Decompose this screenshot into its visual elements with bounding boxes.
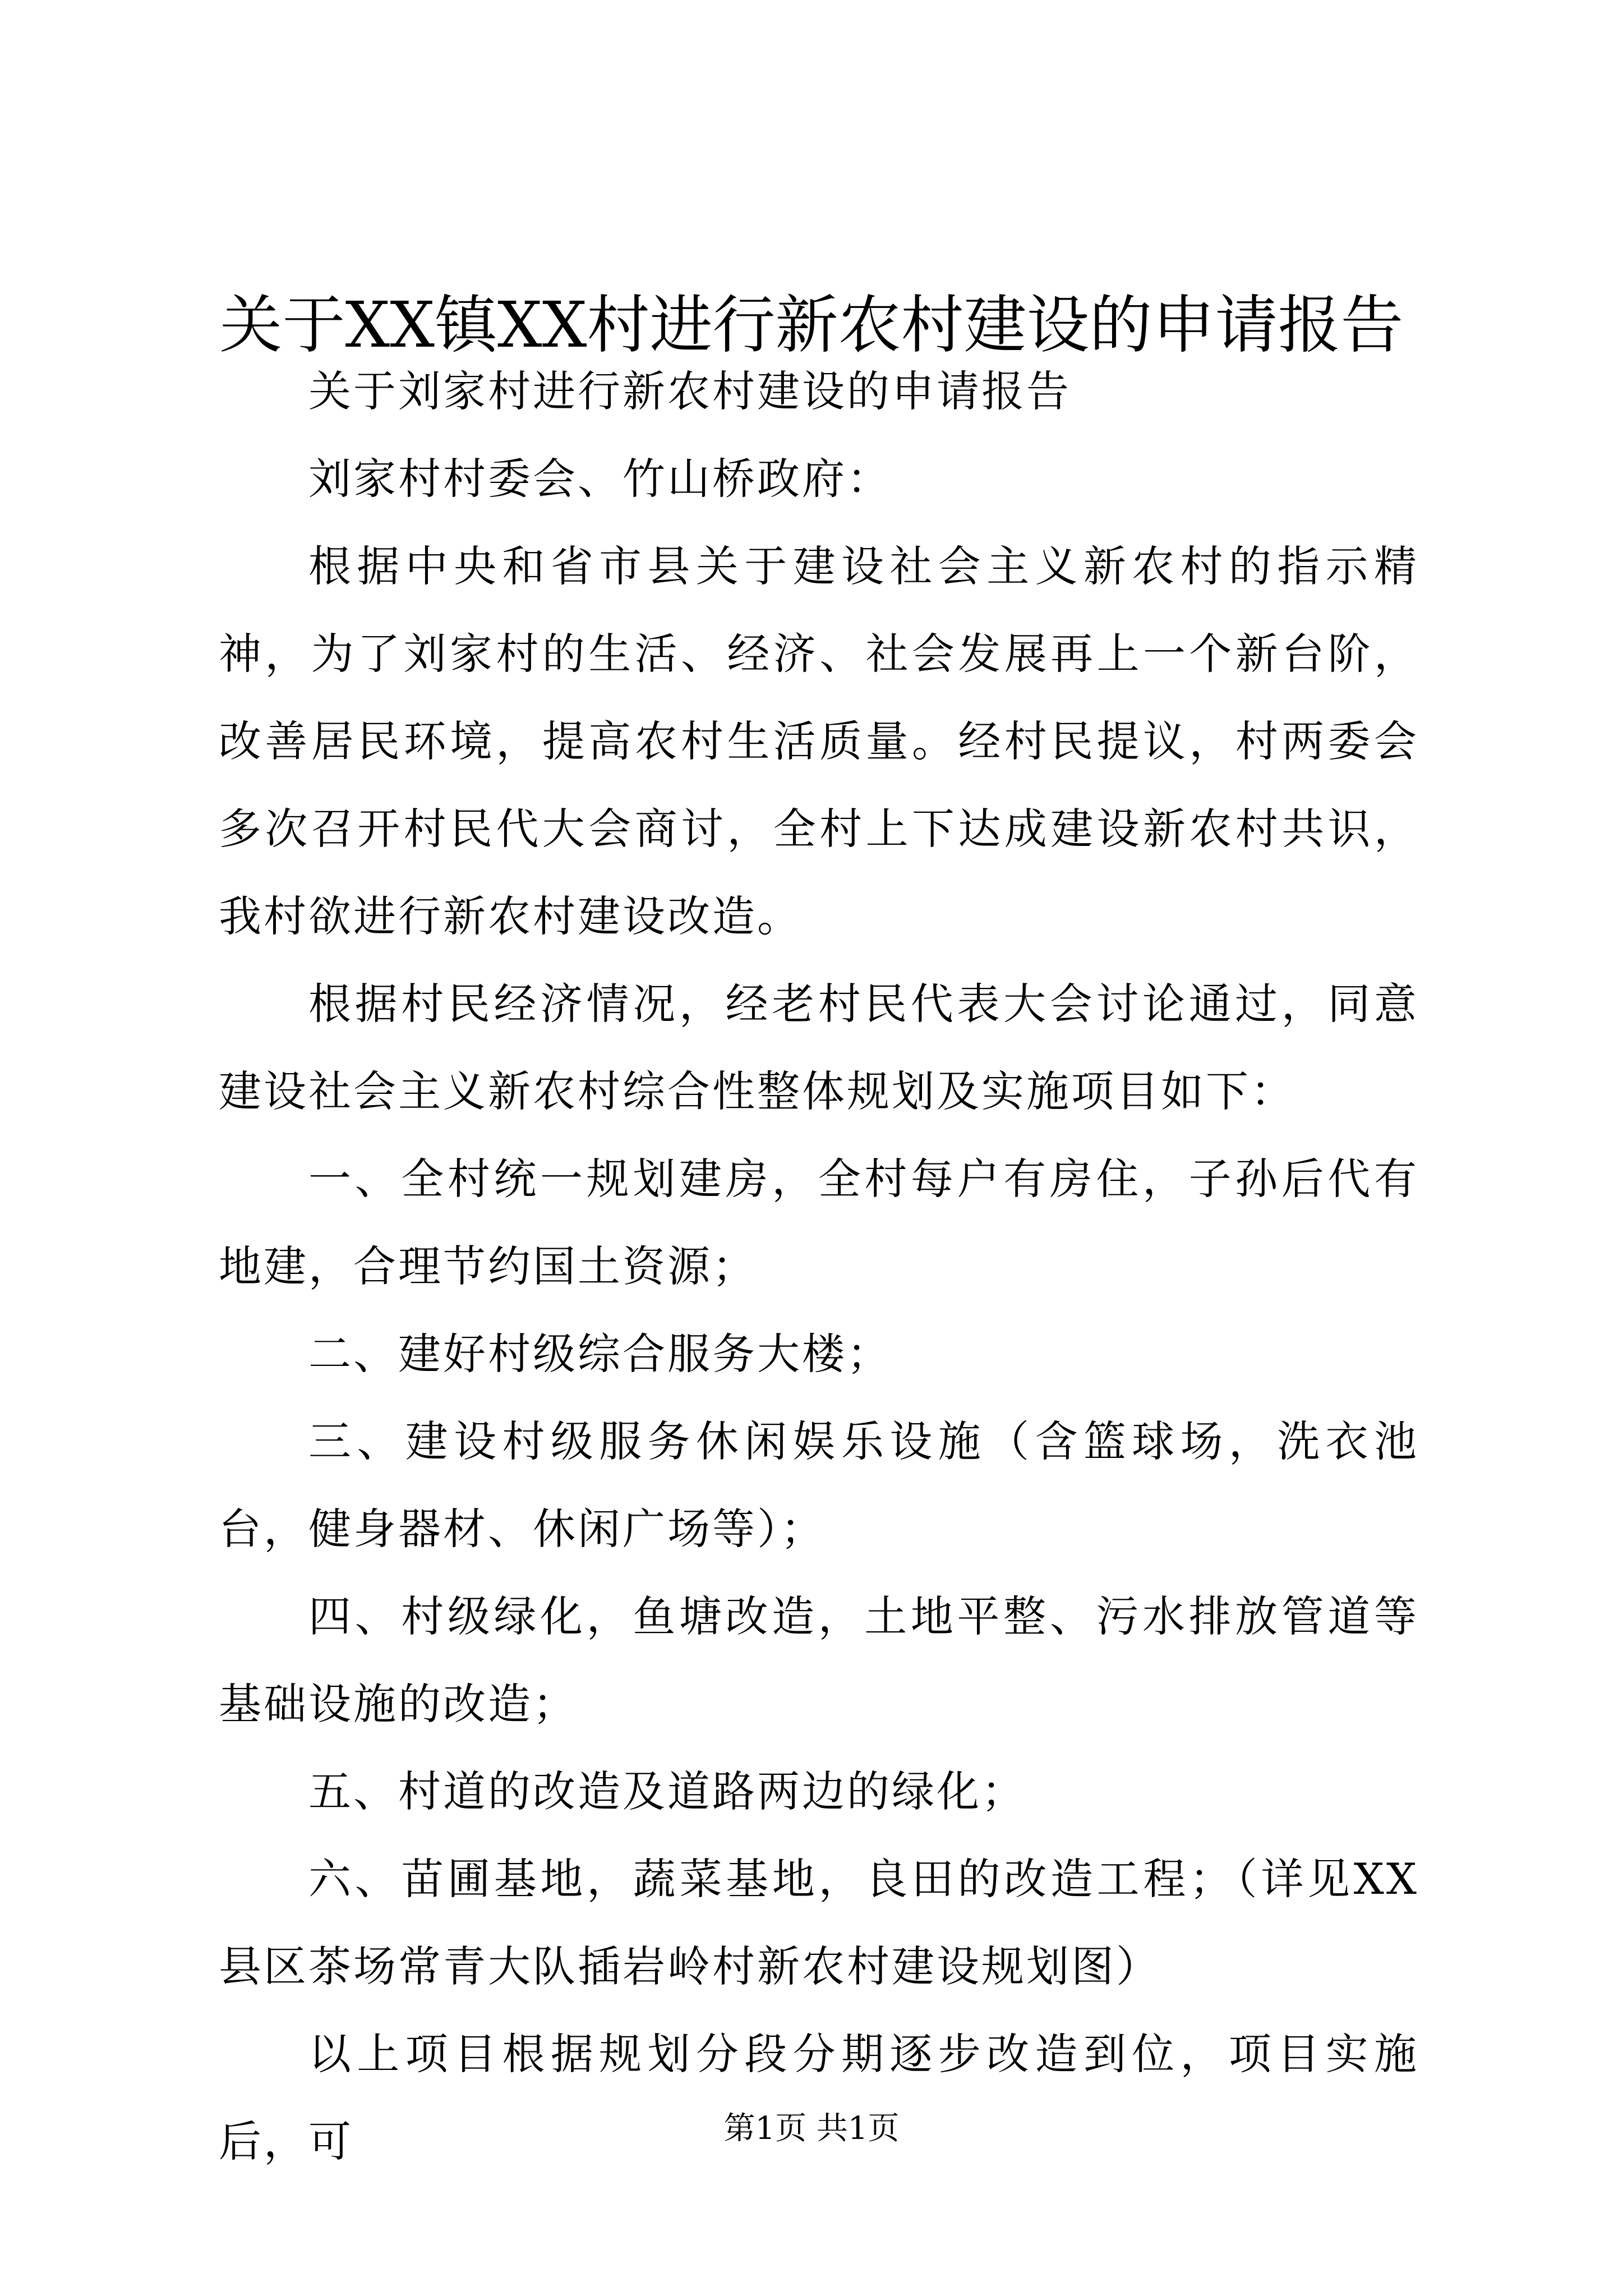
paragraph-salutation: 刘家村村委会、竹山桥政府： [308,454,892,504]
paragraph-item-6: 六、苗圃基地，蔬菜基地，良田的改造工程；（详见XX县区茶场常青大队插岩岭村新农村建设规划图） [219,1854,1419,1991]
page-number-footer: 第1页 共1页 [723,2110,900,2147]
paragraph-item-5: 五、村道的改造及道路两边的绿化； [308,1766,1026,1816]
paragraph-subtitle: 关于刘家村进行新农村建设的申请报告 [308,366,1071,416]
paragraph-intro-items: 根据村民经济情况，经老村民代表大会讨论通过，同意建设社会主义新农村综合性整体规划及实施项目如下： [219,979,1419,1116]
paragraph-item-4: 四、村级绿化，鱼塘改造，土地平整、污水排放管道等基础设施的改造； [219,1591,1419,1729]
paragraph-item-3: 三、建设村级服务休闲娱乐设施（含篮球场，洗衣池台，健身器材、休闲广场等）； [219,1416,1419,1554]
document-body [219,348,1419,2185]
paragraph-conclusion: 以上项目根据规划分段分期逐步改造到位，项目实施后，可 [219,2029,1419,2166]
paragraph-background: 根据中央和省市县关于建设社会主义新农村的指示精神，为了刘家村的生活、经济、社会发展再上一个新台阶，改善居民环境，提高农村生活质量。经村民提议，村两委会多次召开村民代大会商讨，全村上下达成建设新农村共识，我村欲进行新农村建设改造。 [219,541,1419,941]
paragraph-item-2: 二、建好村级综合服务大楼； [308,1329,892,1379]
paragraph-item-1: 一、全村统一规划建房，全村每户有房住，子孙后代有地建，合理节约国土资源； [219,1154,1419,1291]
document-title: 关于XX镇XX村进行新农村建设的申请报告 [219,289,1404,362]
